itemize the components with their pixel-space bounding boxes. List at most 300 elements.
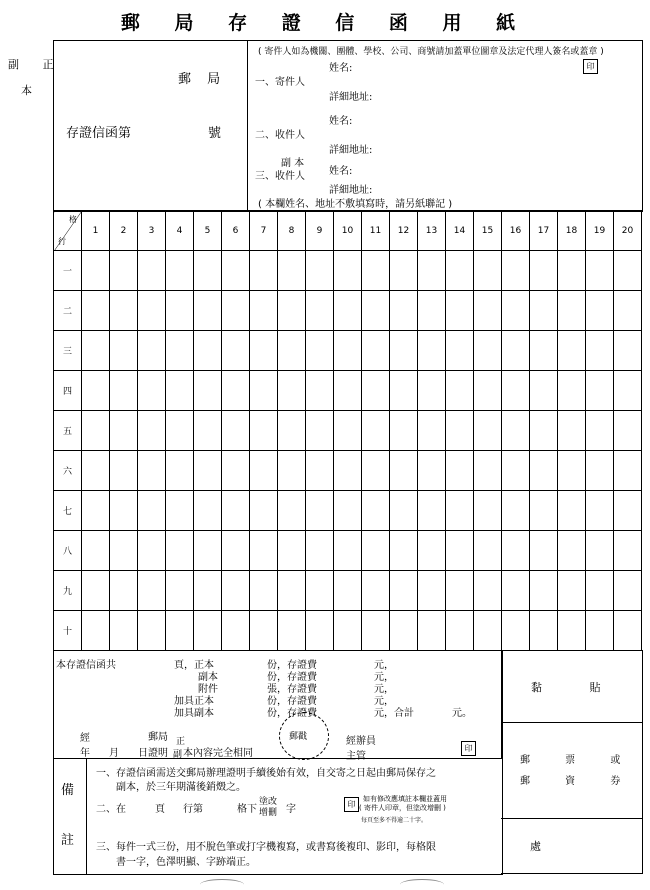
summary-fee-4: 份，存證費 <box>267 696 317 707</box>
writing-cell[interactable] <box>446 531 474 571</box>
writing-cell[interactable] <box>110 571 138 611</box>
writing-cell[interactable] <box>614 371 642 411</box>
writing-cell[interactable] <box>502 491 530 531</box>
writing-cell[interactable] <box>446 611 474 651</box>
writing-cell[interactable] <box>334 251 362 291</box>
writing-cell[interactable] <box>110 291 138 331</box>
writing-cell[interactable] <box>418 291 446 331</box>
writing-cell[interactable] <box>306 571 334 611</box>
writing-cell[interactable] <box>614 411 642 451</box>
summary-yuan-total: 元。 <box>452 708 472 719</box>
writing-cell[interactable] <box>278 451 306 491</box>
row-number: 三 <box>54 331 82 371</box>
writing-cell[interactable] <box>586 531 614 571</box>
writing-cell[interactable] <box>390 531 418 571</box>
writing-cell[interactable] <box>446 571 474 611</box>
note-1-line-1: 一、存證信函需送交郵局辦理證明手續後始有效，自交寄之日起由郵局保存之 <box>96 768 436 779</box>
writing-cell[interactable] <box>530 291 558 331</box>
writing-cell[interactable] <box>418 251 446 291</box>
writing-cell[interactable] <box>82 571 110 611</box>
letter-number-prefix: 存證信函第 <box>66 126 132 141</box>
notes-label-bottom: 註 <box>61 833 75 848</box>
column-number: 17 <box>530 211 558 251</box>
writing-cell[interactable] <box>82 291 110 331</box>
writing-cell[interactable] <box>418 611 446 651</box>
writing-cell[interactable] <box>614 491 642 531</box>
writing-cell[interactable] <box>586 611 614 651</box>
writing-cell[interactable] <box>194 491 222 531</box>
writing-cell[interactable] <box>250 451 278 491</box>
writing-cell[interactable] <box>390 491 418 531</box>
sender-stamp-box[interactable]: 印 <box>583 59 598 74</box>
writing-cell[interactable] <box>334 451 362 491</box>
writing-cell[interactable] <box>166 291 194 331</box>
writing-cell[interactable] <box>278 491 306 531</box>
column-number: 9 <box>306 211 334 251</box>
note-2-stamp-box[interactable]: 印 <box>344 797 359 812</box>
note-2-cell: 格下 <box>237 804 257 815</box>
note-2-page: 頁 <box>155 804 165 815</box>
writing-cell[interactable] <box>222 611 250 651</box>
postmark-label: 郵戳 <box>289 732 308 742</box>
writing-cell[interactable] <box>390 451 418 491</box>
writing-cell[interactable] <box>334 291 362 331</box>
writing-cell[interactable] <box>138 531 166 571</box>
writing-cell[interactable] <box>334 611 362 651</box>
writing-cell[interactable] <box>222 491 250 531</box>
certify-original-mark: 正 <box>176 737 186 747</box>
writing-cell[interactable] <box>222 411 250 451</box>
certify-content-same: 本內容完全相同 <box>183 748 253 759</box>
writing-cell[interactable] <box>530 251 558 291</box>
writing-cell[interactable] <box>474 291 502 331</box>
writing-cell[interactable] <box>558 611 586 651</box>
recipient-address-label: 詳細地址: <box>329 145 373 156</box>
writing-cell[interactable] <box>530 411 558 451</box>
writing-cell[interactable] <box>558 291 586 331</box>
writing-cell[interactable] <box>586 371 614 411</box>
postage-label-2: 郵 資 券 <box>520 776 637 787</box>
letter-number-suffix: 號 <box>208 126 222 141</box>
writing-cell[interactable] <box>278 291 306 331</box>
writing-cell[interactable] <box>502 371 530 411</box>
writing-cell[interactable] <box>166 331 194 371</box>
writing-cell[interactable] <box>166 451 194 491</box>
writing-cell[interactable] <box>82 491 110 531</box>
page-title: 郵 局 存 證 信 函 用 紙 <box>120 12 530 34</box>
writing-cell[interactable] <box>502 451 530 491</box>
writing-cell[interactable] <box>558 371 586 411</box>
certify-copy-mark: 副 <box>173 750 183 760</box>
writing-cell[interactable] <box>362 331 390 371</box>
writing-cell[interactable] <box>110 491 138 531</box>
note-2-instruction-2: ( 寄件人印章，但塗改增刪 ) <box>359 804 446 812</box>
writing-cell[interactable] <box>278 611 306 651</box>
certify-year: 年 <box>80 748 90 759</box>
note-3-line-1: 三、每件一式三份，用不脫色筆或打字機複寫，或書寫後複印、影印，每格限 <box>96 842 436 853</box>
header-footnote: ( 本欄姓名、地址不敷填寫時，請另紙聯記 ) <box>258 199 453 210</box>
writing-cell[interactable] <box>362 371 390 411</box>
writing-cell[interactable] <box>278 251 306 291</box>
sender-instruction: ( 寄件人如為機關、團體、學校、公司、商號請加蓋單位圖章及法定代理人簽名或蓋章 ) <box>258 47 604 57</box>
writing-cell[interactable] <box>502 571 530 611</box>
writing-cell[interactable] <box>502 411 530 451</box>
writing-cell[interactable] <box>194 331 222 371</box>
writing-cell[interactable] <box>306 491 334 531</box>
row-number: 八 <box>54 531 82 571</box>
row-number: 五 <box>54 411 82 451</box>
writing-cell[interactable] <box>306 531 334 571</box>
writing-cell[interactable] <box>530 331 558 371</box>
writing-cell[interactable] <box>586 411 614 451</box>
writing-cell[interactable] <box>82 611 110 651</box>
writing-cell[interactable] <box>474 611 502 651</box>
cc-label-top: 副 本 <box>281 158 305 169</box>
writing-cell[interactable] <box>362 611 390 651</box>
sender-label: 一、寄件人 <box>255 77 305 88</box>
summary-yuan-4: 元， <box>374 696 394 707</box>
column-number: 10 <box>334 211 362 251</box>
writing-cell[interactable] <box>334 411 362 451</box>
writing-cell[interactable] <box>278 371 306 411</box>
writing-cell[interactable] <box>502 531 530 571</box>
writing-cell[interactable] <box>222 571 250 611</box>
grid-row <box>54 531 642 571</box>
writing-cell[interactable] <box>194 411 222 451</box>
writing-cell[interactable] <box>362 251 390 291</box>
note-2-add-delete: 增刪 <box>259 808 278 818</box>
writing-cell[interactable] <box>502 331 530 371</box>
writing-cell[interactable] <box>586 331 614 371</box>
column-number: 8 <box>278 211 306 251</box>
recipient-label: 二、收件人 <box>255 130 305 141</box>
writing-cell[interactable] <box>138 251 166 291</box>
row-number: 十 <box>54 611 82 651</box>
writing-cell[interactable] <box>82 451 110 491</box>
writing-cell[interactable] <box>474 251 502 291</box>
writing-cell[interactable] <box>138 411 166 451</box>
grid-row <box>54 611 642 651</box>
writing-cell[interactable] <box>194 451 222 491</box>
writing-cell[interactable] <box>334 371 362 411</box>
writing-cell[interactable] <box>362 571 390 611</box>
writing-cell[interactable] <box>502 611 530 651</box>
writing-cell[interactable] <box>306 251 334 291</box>
writing-cell[interactable] <box>530 491 558 531</box>
writing-cell[interactable] <box>558 491 586 531</box>
summary-yuan-3: 元， <box>374 684 394 695</box>
column-number: 7 <box>250 211 278 251</box>
writing-cell[interactable] <box>194 571 222 611</box>
summary-yuan-2: 元， <box>374 672 394 683</box>
writing-cell[interactable] <box>110 451 138 491</box>
writing-cell[interactable] <box>614 451 642 491</box>
writing-cell[interactable] <box>390 411 418 451</box>
writing-cell[interactable] <box>614 331 642 371</box>
certify-post-office: 郵局 <box>148 732 168 743</box>
summary-pages-original: 頁，正本 <box>174 660 214 671</box>
writing-cell[interactable] <box>362 451 390 491</box>
writing-cell[interactable] <box>138 291 166 331</box>
column-number: 12 <box>390 211 418 251</box>
writing-cell[interactable] <box>530 531 558 571</box>
summary-total-fee: 元，合計 <box>374 708 414 719</box>
writing-cell[interactable] <box>502 291 530 331</box>
writing-cell[interactable] <box>586 451 614 491</box>
writing-cell[interactable] <box>418 451 446 491</box>
certify-jing: 經 <box>80 733 90 744</box>
writing-cell[interactable] <box>222 531 250 571</box>
location-label: 處 <box>530 840 541 853</box>
writing-cell[interactable] <box>82 411 110 451</box>
writing-cell[interactable] <box>418 531 446 571</box>
writing-cell[interactable] <box>306 451 334 491</box>
note-2-prefix: 二、在 <box>96 804 126 815</box>
note-2-instruction-3: 每頁至多不得逾二十字。 <box>361 817 428 824</box>
writing-cell[interactable] <box>222 331 250 371</box>
note-2-line: 行第 <box>183 804 203 815</box>
copy-type-label: 副 正 本 <box>8 58 64 97</box>
column-number: 3 <box>138 211 166 251</box>
recipient-name-label: 姓名: <box>329 116 353 127</box>
writing-cell[interactable] <box>306 611 334 651</box>
column-number: 2 <box>110 211 138 251</box>
notes-label-top: 備 <box>61 783 75 798</box>
postage-label-1: 郵 票 或 <box>520 755 637 766</box>
column-number: 13 <box>418 211 446 251</box>
writing-cell[interactable] <box>110 251 138 291</box>
writing-cell[interactable] <box>250 531 278 571</box>
note-2-instruction-1: 如有修改應填註本欄並蓋用 <box>363 795 447 803</box>
writing-cell[interactable] <box>558 571 586 611</box>
writing-cell[interactable] <box>474 491 502 531</box>
writing-cell[interactable] <box>250 411 278 451</box>
writing-cell[interactable] <box>306 291 334 331</box>
grid-row <box>54 571 642 611</box>
writing-cell[interactable] <box>166 251 194 291</box>
writing-cell[interactable] <box>390 371 418 411</box>
writing-cell[interactable] <box>194 611 222 651</box>
stamp-area-divider-2 <box>501 818 643 819</box>
column-number: 5 <box>194 211 222 251</box>
writing-cell[interactable] <box>558 411 586 451</box>
paste-stamp-label: 黏 貼 <box>531 681 623 694</box>
writing-cell[interactable] <box>82 251 110 291</box>
writing-cell[interactable] <box>250 371 278 411</box>
writing-cell[interactable] <box>222 371 250 411</box>
writing-cell[interactable] <box>194 251 222 291</box>
certify-day: 日證明 <box>138 748 168 759</box>
summary-fee-5: 份，存證費 <box>267 708 317 719</box>
writing-cell[interactable] <box>614 531 642 571</box>
writing-cell[interactable] <box>82 531 110 571</box>
writing-cell[interactable] <box>250 571 278 611</box>
column-number: 20 <box>614 211 642 251</box>
writing-cell[interactable] <box>110 331 138 371</box>
writing-cell[interactable] <box>446 451 474 491</box>
writing-cell[interactable] <box>166 411 194 451</box>
writing-cell[interactable] <box>474 571 502 611</box>
writing-cell[interactable] <box>614 251 642 291</box>
row-number: 九 <box>54 571 82 611</box>
writing-cell[interactable] <box>138 451 166 491</box>
writing-cell[interactable] <box>558 331 586 371</box>
grid-row <box>54 371 642 411</box>
writing-cell[interactable] <box>278 571 306 611</box>
writing-cell[interactable] <box>334 531 362 571</box>
writing-cell[interactable] <box>222 291 250 331</box>
writing-cell[interactable] <box>82 371 110 411</box>
writing-cell[interactable] <box>138 371 166 411</box>
column-number: 19 <box>586 211 614 251</box>
writing-cell[interactable] <box>166 371 194 411</box>
column-number: 18 <box>558 211 586 251</box>
column-number: 16 <box>502 211 530 251</box>
cc-address-label: 詳細地址: <box>329 185 373 196</box>
grid-row <box>54 451 642 491</box>
writing-cell[interactable] <box>306 371 334 411</box>
writing-cell[interactable] <box>614 571 642 611</box>
writing-cell[interactable] <box>138 331 166 371</box>
writing-cell[interactable] <box>250 611 278 651</box>
grid-header-row <box>54 211 642 251</box>
writing-cell[interactable] <box>418 411 446 451</box>
supervisor-label: 主管 <box>346 751 366 762</box>
writing-cell[interactable] <box>278 531 306 571</box>
writing-cell[interactable] <box>474 371 502 411</box>
supervisor-stamp-box[interactable]: 印 <box>461 741 476 756</box>
writing-cell[interactable] <box>166 491 194 531</box>
writing-cell[interactable] <box>418 571 446 611</box>
cc-label-bottom: 三、收件人 <box>255 171 305 182</box>
cc-name-label: 姓名: <box>329 166 353 177</box>
summary-fee-1: 份，存證費 <box>267 660 317 671</box>
writing-cell[interactable] <box>446 251 474 291</box>
summary-total-label: 本存證信函共 <box>56 660 116 671</box>
writing-cell[interactable] <box>222 451 250 491</box>
summary-extra-copy-label: 加具副本 <box>174 708 214 719</box>
writing-cell[interactable] <box>390 571 418 611</box>
writing-cell[interactable] <box>586 251 614 291</box>
writing-cell[interactable] <box>446 411 474 451</box>
writing-cell[interactable] <box>362 531 390 571</box>
writing-cell[interactable] <box>446 331 474 371</box>
writing-cell[interactable] <box>138 611 166 651</box>
writing-cell[interactable] <box>474 411 502 451</box>
writing-cell[interactable] <box>362 491 390 531</box>
grid-corner: 格 行 <box>54 211 82 251</box>
writing-cell[interactable] <box>530 371 558 411</box>
writing-cell[interactable] <box>362 411 390 451</box>
column-number: 6 <box>222 211 250 251</box>
writing-cell[interactable] <box>614 291 642 331</box>
writing-cell[interactable] <box>446 371 474 411</box>
summary-extra-original-label: 加具正本 <box>174 696 214 707</box>
writing-cell[interactable] <box>194 371 222 411</box>
grid-row <box>54 251 642 291</box>
writing-cell[interactable] <box>110 411 138 451</box>
grid-row <box>54 411 642 451</box>
column-number: 14 <box>446 211 474 251</box>
writing-cell[interactable] <box>586 291 614 331</box>
writing-cell[interactable] <box>110 531 138 571</box>
grid-row <box>54 491 642 531</box>
writing-cell[interactable] <box>250 491 278 531</box>
writing-cell[interactable] <box>166 611 194 651</box>
writing-cell[interactable] <box>586 491 614 531</box>
column-number: 11 <box>362 211 390 251</box>
note-2-char: 字 <box>286 804 296 815</box>
row-number: 四 <box>54 371 82 411</box>
writing-cell[interactable] <box>334 491 362 531</box>
writing-cell[interactable] <box>558 251 586 291</box>
writing-cell[interactable] <box>306 411 334 451</box>
row-number: 六 <box>54 451 82 491</box>
writing-cell[interactable] <box>138 571 166 611</box>
writing-cell[interactable] <box>138 491 166 531</box>
writing-cell[interactable] <box>334 571 362 611</box>
writing-cell[interactable] <box>166 531 194 571</box>
writing-cell[interactable] <box>222 251 250 291</box>
writing-cell[interactable] <box>530 451 558 491</box>
writing-cell[interactable] <box>418 371 446 411</box>
writing-cell[interactable] <box>110 371 138 411</box>
writing-cell[interactable] <box>250 251 278 291</box>
writing-cell[interactable] <box>474 331 502 371</box>
column-number: 4 <box>166 211 194 251</box>
writing-cell[interactable] <box>194 531 222 571</box>
writing-cell[interactable] <box>390 331 418 371</box>
summary-fee-3: 張，存證費 <box>267 684 317 695</box>
writing-cell[interactable] <box>390 251 418 291</box>
writing-cell[interactable] <box>250 291 278 331</box>
writing-cell[interactable] <box>418 331 446 371</box>
writing-cell[interactable] <box>530 611 558 651</box>
writing-cell[interactable] <box>362 291 390 331</box>
writing-cell[interactable] <box>166 571 194 611</box>
edge-mark-left <box>200 879 244 890</box>
writing-cell[interactable] <box>250 331 278 371</box>
writing-cell[interactable] <box>418 491 446 531</box>
writing-cell[interactable] <box>446 291 474 331</box>
writing-cell[interactable] <box>558 451 586 491</box>
writing-cell[interactable] <box>334 331 362 371</box>
writing-cell[interactable] <box>390 291 418 331</box>
certify-month: 月 <box>109 748 119 759</box>
writing-cell[interactable] <box>306 331 334 371</box>
writing-cell[interactable] <box>530 571 558 611</box>
writing-cell[interactable] <box>278 331 306 371</box>
writing-cell[interactable] <box>474 531 502 571</box>
row-number: 二 <box>54 291 82 331</box>
summary-copy-label: 副本 <box>198 672 218 683</box>
writing-cell[interactable] <box>502 251 530 291</box>
writing-cell[interactable] <box>82 331 110 371</box>
writing-cell[interactable] <box>558 531 586 571</box>
writing-cell[interactable] <box>110 611 138 651</box>
writing-cell[interactable] <box>614 611 642 651</box>
stamp-area-left-edge <box>501 650 502 758</box>
writing-cell[interactable] <box>446 491 474 531</box>
writing-cell[interactable] <box>586 571 614 611</box>
notes-label-divider <box>86 758 87 874</box>
writing-cell[interactable] <box>194 291 222 331</box>
writing-cell[interactable] <box>474 451 502 491</box>
writing-cell[interactable] <box>390 611 418 651</box>
writing-grid <box>53 210 642 651</box>
writing-cell[interactable] <box>278 411 306 451</box>
column-number: 15 <box>474 211 502 251</box>
